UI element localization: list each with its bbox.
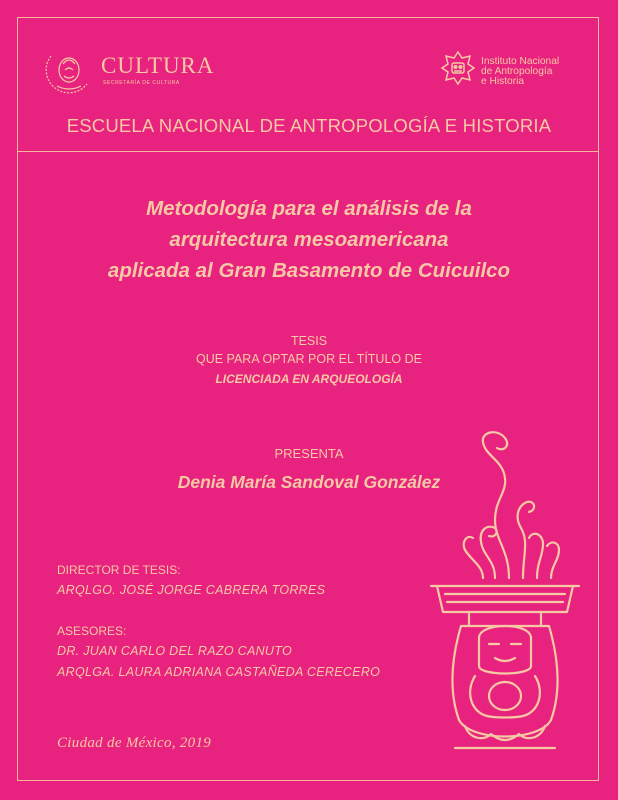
- header-divider: [17, 151, 599, 152]
- thesis-title-line-2: arquitectura mesoamericana: [169, 228, 449, 251]
- inah-logo-icon: [440, 50, 476, 86]
- cultura-wordmark: CULTURA: [101, 53, 215, 78]
- director-label: DIRECTOR DE TESIS:: [57, 563, 181, 577]
- thesis-title-line-3: aplicada al Gran Basamento de Cuicuilco: [107, 259, 511, 282]
- inah-line-1: Instituto Nacional: [481, 56, 560, 67]
- thesis-title-line-1: Metodología para el análisis de la: [146, 197, 472, 220]
- director-name: ARQLGO. JOSÉ JORGE CABRERA TORRES: [57, 583, 326, 597]
- presents-label: PRESENTA: [274, 446, 344, 461]
- degree-purpose: QUE PARA OPTAR POR EL TÍTULO DE: [196, 352, 422, 366]
- place-date: Ciudad de México, 2019: [57, 735, 212, 751]
- advisor-name: ARQLGA. LAURA ADRIANA CASTAÑEDA CERECERO: [57, 665, 381, 679]
- document-type: TESIS: [290, 334, 328, 348]
- school-name: ESCUELA NACIONAL DE ANTROPOLOGÍA E HISTORIA: [66, 115, 552, 136]
- inah-line-3: e Historia: [481, 76, 525, 87]
- thesis-title: [0, 193, 618, 286]
- author-name: Denia María Sandoval González: [177, 472, 441, 492]
- advisors-label: ASESORES:: [57, 624, 127, 638]
- mexico-coat-of-arms-icon: [43, 46, 95, 94]
- cultura-subtitle: SECRETARÍA DE CULTURA: [103, 80, 180, 86]
- incense-burner-brazier-illustration: [425, 430, 585, 760]
- inah-name: [481, 57, 591, 87]
- inah-line-2: de Antropología: [481, 66, 553, 77]
- advisor-name: DR. JUAN CARLO DEL RAZO CANUTO: [57, 644, 292, 658]
- degree-title: LICENCIADA EN ARQUEOLOGÍA: [215, 372, 403, 386]
